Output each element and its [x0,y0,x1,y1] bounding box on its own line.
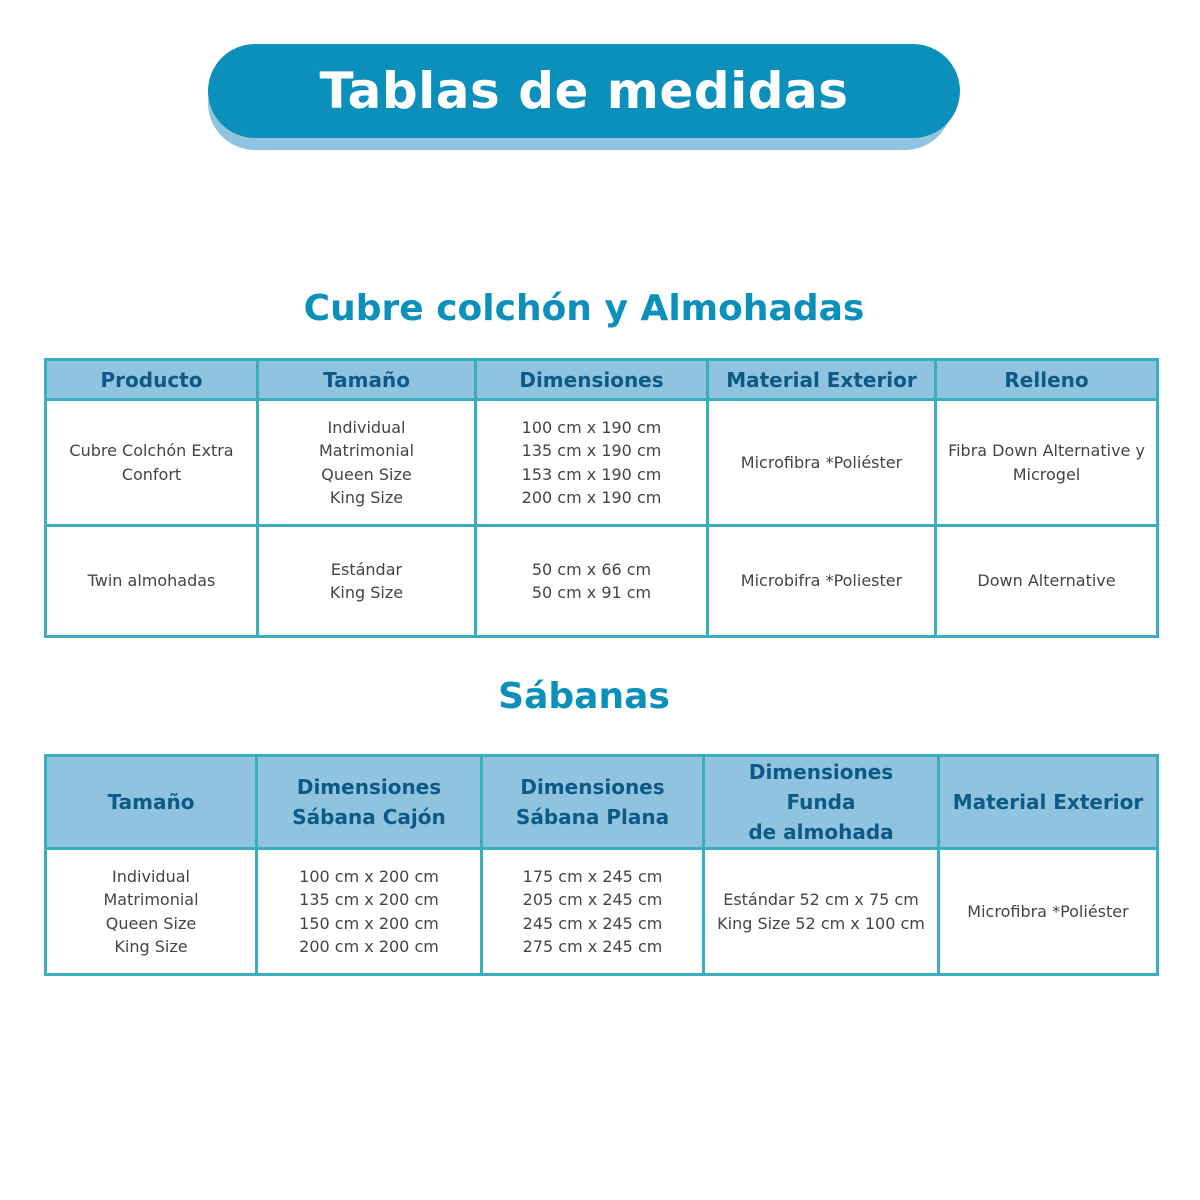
table-cell: Cubre Colchón Extra Confort [46,400,258,526]
column-header-flat-sheet-dimensions: Dimensiones Sábana Plana [482,756,704,849]
page-title: Tablas de medidas [319,62,849,120]
table-cell: Twin almohadas [46,526,258,637]
table-cell: 100 cm x 190 cm 135 cm x 190 cm 153 cm x 190 cm 200 cm x 190 cm [476,400,708,526]
column-header-dimensions: Dimensiones [476,360,708,400]
column-header-fitted-sheet-dimensions: Dimensiones Sábana Cajón [257,756,482,849]
table-row [46,526,1158,637]
column-header-pillowcase-dimensions: Dimensiones Funda de almohada [704,756,939,849]
table-cell: Down Alternative [936,526,1158,637]
sheets-size-table [44,754,1159,976]
table-cell: Individual Matrimonial Queen Size King Size [258,400,476,526]
table-cell: Microbifra *Poliester [708,526,936,637]
table-row [46,400,1158,526]
table-cell: Estándar King Size [258,526,476,637]
column-header-exterior-material: Material Exterior [939,756,1158,849]
title-banner [208,44,960,138]
table-row [46,849,1158,975]
column-header-product: Producto [46,360,258,400]
table-cell: Fibra Down Alternative y Microgel [936,400,1158,526]
table-cell: 50 cm x 66 cm 50 cm x 91 cm [476,526,708,637]
column-header-size: Tamaño [258,360,476,400]
table-cell: Individual Matrimonial Queen Size King Size [46,849,257,975]
table-header-row [46,360,1158,400]
table-cell: 100 cm x 200 cm 135 cm x 200 cm 150 cm x 200 cm 200 cm x 200 cm [257,849,482,975]
table-cell: Estándar 52 cm x 75 cm King Size 52 cm x 100 cm [704,849,939,975]
column-header-filling: Relleno [936,360,1158,400]
table-header-row [46,756,1158,849]
section-heading-mattress-pillows: Cubre colchón y Almohadas [303,288,865,329]
table-cell: Microfibra *Poliéster [939,849,1158,975]
mattress-pillows-size-table [44,358,1159,638]
column-header-size: Tamaño [46,756,257,849]
column-header-exterior-material: Material Exterior [708,360,936,400]
section-heading-sheets: Sábanas [498,676,670,717]
table-cell: 175 cm x 245 cm 205 cm x 245 cm 245 cm x 245 cm 275 cm x 245 cm [482,849,704,975]
table-cell: Microfibra *Poliéster [708,400,936,526]
